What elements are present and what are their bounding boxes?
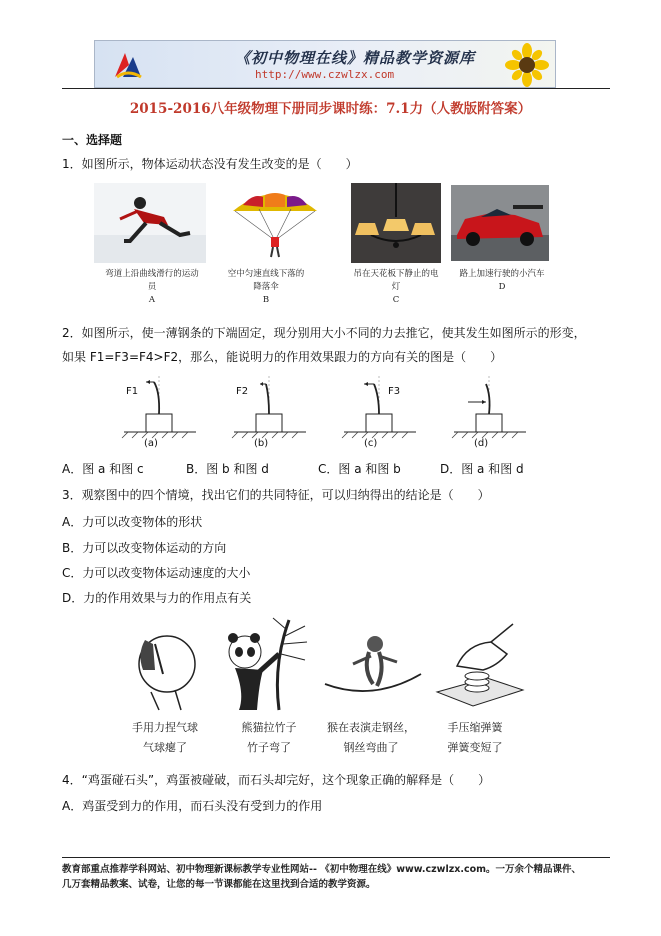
- q3-option-d: D．力的作用效果与力的作用点有关: [62, 591, 252, 605]
- q1-caption-a-text: 弯道上沿曲线滑行的运动员: [105, 269, 199, 292]
- q3-caption-monkey-line2: 钢丝弯曲了: [343, 741, 399, 754]
- q3-caption-spring: [425, 718, 525, 758]
- q3-option-b: B．力可以改变物体运动的方向: [62, 541, 227, 555]
- q3-caption-monkey-line1: 猴在表演走钢丝，: [327, 721, 415, 734]
- q2-figure-label-a: (a): [144, 438, 158, 449]
- q2-force-label-a: F1: [126, 386, 139, 397]
- sunflower-icon: [503, 43, 551, 87]
- q1-caption-d-letter: D: [498, 282, 506, 292]
- question-2-stem-line1: 2．如图所示，使一薄钢条的下端固定，现分别用大小不同的力去推它，使其发生如图所示的形变，: [62, 326, 586, 340]
- q2-figure-d: [450, 370, 530, 454]
- banner-url: http://www.czwlzx.com: [255, 68, 395, 81]
- footer-line1: 教育部重点推荐学科网站、初中物理新课标教学专业性网站-- 《初中物理在线》www.czwlzx.com。一万余个精品课件、: [62, 864, 582, 875]
- q2-option-a: A．图 a 和图 c: [62, 462, 144, 476]
- q2-figure-label-c: (c): [364, 438, 378, 449]
- q1-caption-c-letter: C: [392, 295, 400, 305]
- q4-option-a: A．鸡蛋受到力的作用，而石头没有受到力的作用: [62, 799, 323, 813]
- q1-caption-b: [224, 268, 308, 307]
- q3-illustration-strip: [115, 614, 531, 762]
- q3-spring-illustration: [427, 614, 527, 714]
- q3-caption-panda-line2: 竹子弯了: [247, 741, 291, 754]
- q1-caption-d: [450, 268, 554, 294]
- q2-figure-b: [230, 370, 310, 454]
- q2-figure-label-d: (d): [474, 438, 489, 449]
- q1-caption-c-text: 吊在天花板下静止的电灯: [353, 269, 439, 292]
- q3-monkey-wire-illustration: [323, 614, 423, 714]
- q2-option-c: C．图 a 和图 b: [318, 462, 401, 476]
- q2-figure-strip: [120, 370, 540, 454]
- q3-option-c: C．力可以改变物体运动速度的大小: [62, 566, 251, 580]
- q3-caption-spring-line1: 手压缩弹簧: [447, 721, 503, 734]
- q3-option-a: A．力可以改变物体的形状: [62, 515, 203, 529]
- q1-caption-b-text: 空中匀速直线下落的降落伞: [227, 269, 305, 292]
- section-heading: 一、选择题: [62, 133, 123, 147]
- footer-line2: 几万套精品教案、试卷，让您的每一节课都能在这里找到合适的教学资源。: [62, 879, 376, 890]
- q1-caption-b-letter: B: [262, 295, 270, 305]
- q3-caption-panda-line1: 熊猫拉竹子: [241, 721, 297, 734]
- q2-option-b: B．图 b 和图 d: [186, 462, 269, 476]
- q1-skater-image: [94, 183, 206, 263]
- header-rule: [62, 88, 610, 89]
- q3-caption-spring-line2: 弹簧变短了: [447, 741, 503, 754]
- q3-caption-balloon-line1: 手用力捏气球: [132, 721, 198, 734]
- q1-caption-d-text: 路上加速行驶的小汽车: [459, 269, 545, 279]
- header-banner: [94, 40, 556, 88]
- q1-caption-a: [104, 268, 200, 307]
- q2-figure-a: [120, 370, 200, 454]
- q1-parachute-image: [229, 183, 321, 263]
- question-2-stem-line2: 如果 F1=F3=F4>F2，那么，能说明力的作用效果跟力的方向有关的图是（ ）: [62, 350, 503, 364]
- question-1-stem: 1．如图所示，物体运动状态没有发生改变的是（ ）: [62, 157, 358, 171]
- q3-caption-panda: [219, 718, 319, 758]
- q3-caption-monkey: [315, 718, 427, 758]
- q1-lamp-image: [351, 183, 441, 263]
- q3-balloon-illustration: [115, 614, 215, 714]
- q3-panda-illustration: [219, 614, 319, 714]
- footer-text: [62, 862, 622, 892]
- q1-caption-c: [352, 268, 440, 307]
- question-3-stem: 3．观察图中的四个情境，找出它们的共同特征，可以归纳得出的结论是（ ）: [62, 488, 490, 502]
- q2-figure-label-b: (b): [254, 438, 269, 449]
- q2-figure-c: [340, 370, 420, 454]
- site-logo-icon: [111, 47, 145, 81]
- q3-caption-balloon: [115, 718, 215, 758]
- q2-force-label-b: F2: [236, 386, 249, 397]
- question-4-stem: 4．“鸡蛋碰石头”，鸡蛋被碰破，而石头却完好，这个现象正确的解释是（ ）: [62, 773, 491, 787]
- q2-option-d: D．图 a 和图 d: [440, 462, 524, 476]
- q2-force-label-c: F3: [388, 386, 401, 397]
- document-title: 2015-2016八年级物理下册同步课时练：7.1力（人教版附答案）: [129, 101, 532, 117]
- q3-caption-balloon-line2: 气球瘪了: [143, 741, 187, 754]
- q1-caption-a-letter: A: [148, 295, 156, 305]
- banner-title: 《初中物理在线》精品教学资源库: [235, 49, 476, 67]
- footer-rule: [62, 857, 610, 858]
- q1-racecar-image: [451, 185, 549, 261]
